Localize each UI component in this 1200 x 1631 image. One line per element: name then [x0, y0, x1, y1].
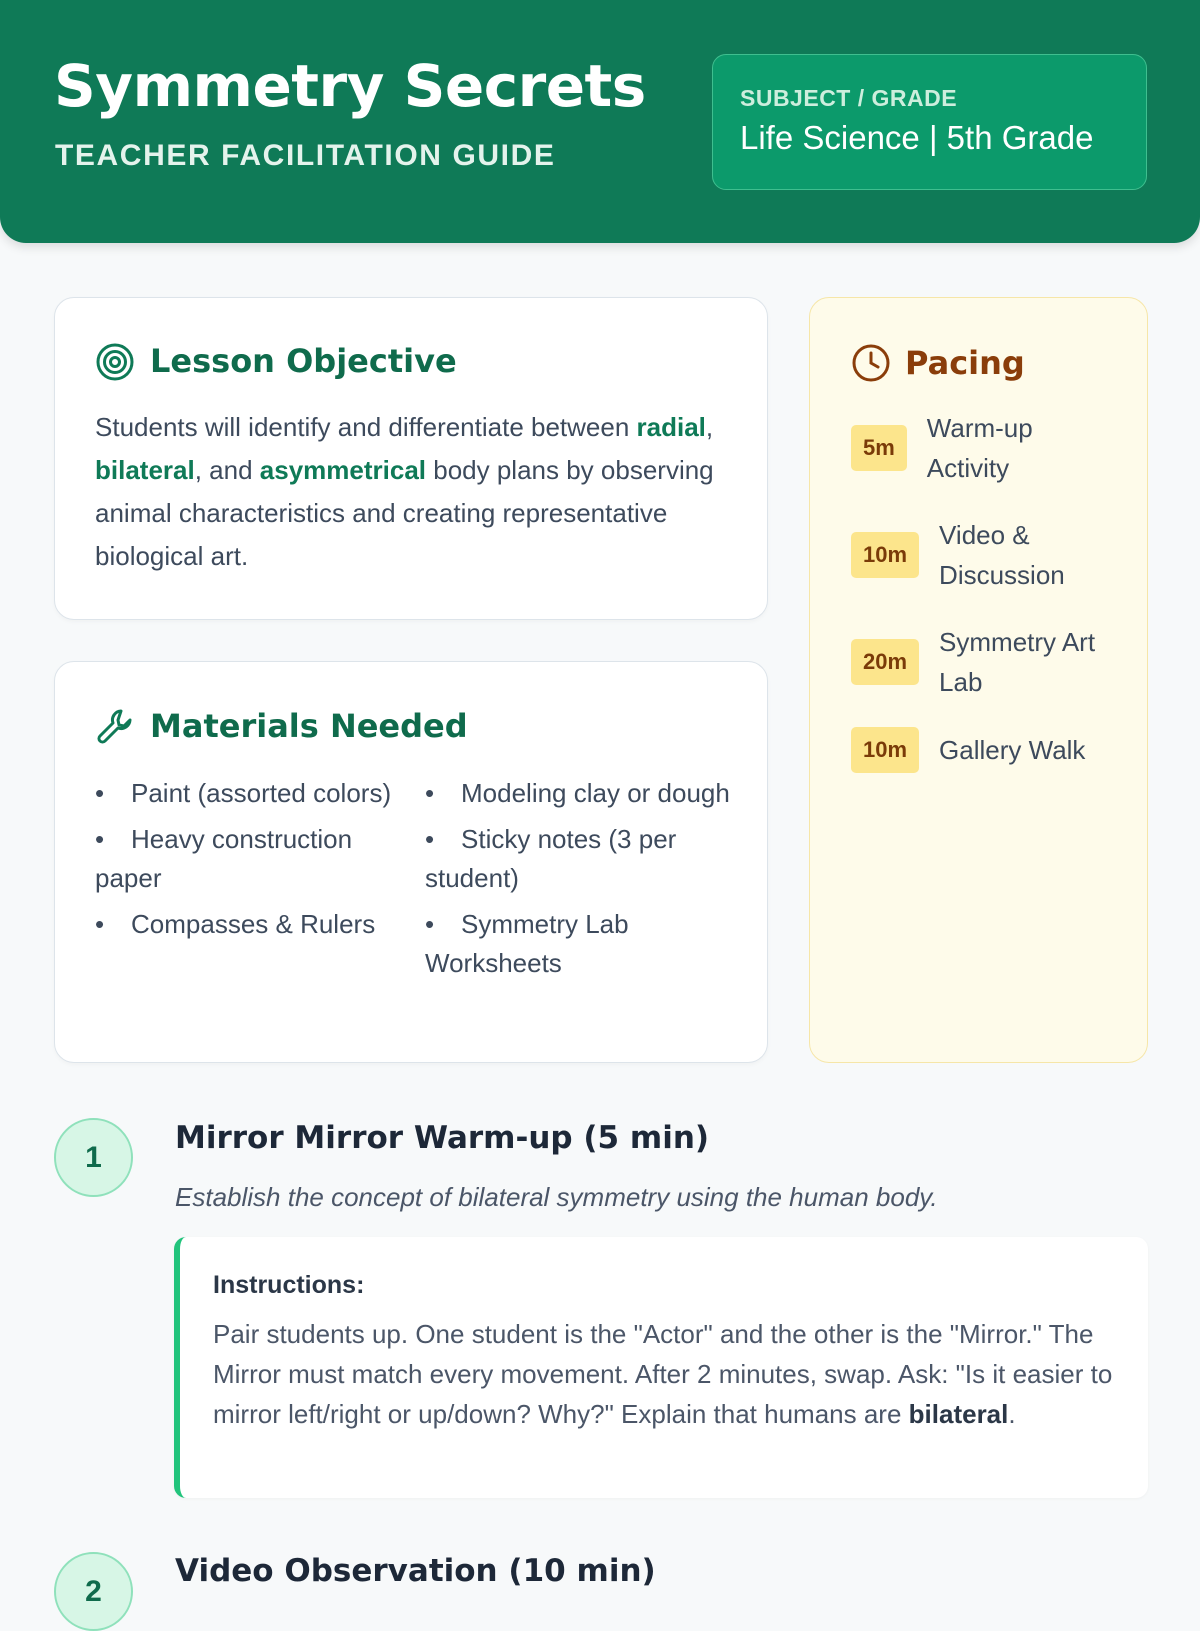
subject-grade-label: SUBJECT / GRADE	[740, 85, 958, 111]
pacing-time-badge: 10m	[851, 727, 919, 773]
pacing-time-badge: 10m	[851, 532, 919, 578]
header-banner	[0, 0, 1200, 243]
pacing-item	[851, 408, 1107, 488]
material-item: • Heavy construction paper	[95, 820, 410, 898]
subject-grade-box	[712, 54, 1147, 190]
objective-text-part: , and	[194, 455, 260, 485]
subject-grade-value: Life Science | 5th Grade	[740, 119, 1094, 156]
objective-text-part: body plans by observing animal characteristics and creating representative biological art.	[95, 455, 714, 571]
pacing-label: Video & Discussion	[939, 520, 1065, 590]
wrench-icon	[95, 707, 135, 747]
pacing-time-badge: 5m	[851, 425, 907, 471]
material-item: • Sticky notes (3 per student)	[425, 820, 740, 898]
material-item: • Compasses & Rulers	[95, 905, 410, 944]
pacing-label: Gallery Walk	[939, 735, 1086, 765]
page-subtitle: TEACHER FACILITATION GUIDE	[55, 139, 556, 172]
pacing-label: Warm-up Activity	[926, 413, 1033, 483]
step-title: Video Observation (10 min)	[175, 1553, 656, 1589]
objective-text-part: ,	[705, 412, 714, 442]
pacing-label: Symmetry Art Lab	[939, 627, 1096, 697]
keyword-bilateral: bilateral	[95, 455, 195, 485]
instructions-text-part: Pair students up. One student is the "Actor" and the other is the "Mirror." The Mirror must match every movement. After 2 minutes, swap. Ask: "Is it easier to mirror left/right or up/down? Why?" Explain that humans are	[213, 1319, 1113, 1429]
lesson-objective-title: Lesson Objective	[150, 342, 457, 380]
materials-column-right	[425, 774, 740, 990]
pacing-item	[851, 622, 1119, 702]
step-number-badge: 2	[54, 1552, 133, 1631]
target-icon	[95, 342, 135, 382]
material-item: • Symmetry Lab Worksheets	[425, 905, 740, 983]
step-number-badge: 1	[54, 1118, 133, 1197]
pacing-card	[809, 297, 1148, 1063]
keyword-radial: radial	[636, 412, 706, 442]
pacing-time-badge: 20m	[851, 639, 919, 685]
step-subtitle: Establish the concept of bilateral symmetry using the human body.	[175, 1182, 938, 1212]
pacing-item	[851, 515, 1119, 595]
materials-card	[54, 661, 768, 1063]
materials-title: Materials Needed	[150, 707, 468, 745]
instructions-text-part: .	[1008, 1399, 1016, 1429]
material-item: • Paint (assorted colors)	[95, 774, 410, 813]
pacing-item	[851, 727, 1139, 773]
step-title: Mirror Mirror Warm-up (5 min)	[175, 1120, 710, 1156]
clock-icon	[851, 343, 891, 383]
keyword-bilateral: bilateral	[908, 1399, 1009, 1429]
keyword-asymmetrical: asymmetrical	[259, 455, 427, 485]
objective-text-part: Students will identify and differentiate between	[95, 412, 637, 442]
material-item: • Modeling clay or dough	[425, 774, 740, 813]
instructions-text	[213, 1314, 1128, 1434]
instructions-box	[174, 1237, 1148, 1498]
instructions-label: Instructions:	[213, 1271, 365, 1299]
page-title: Symmetry Secrets	[54, 52, 646, 120]
pacing-title: Pacing	[905, 344, 1025, 382]
lesson-objective-text	[95, 406, 735, 578]
lesson-objective-card	[54, 297, 768, 620]
materials-column-left	[95, 774, 410, 951]
